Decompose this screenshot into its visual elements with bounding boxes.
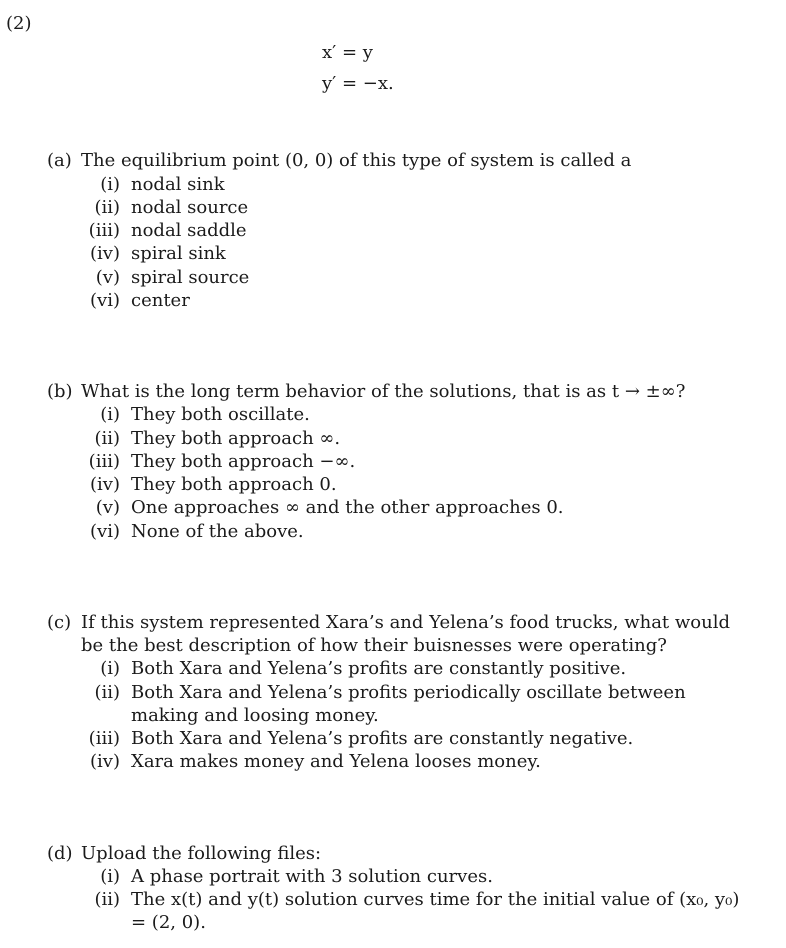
option-number: (vi) bbox=[90, 521, 120, 542]
option-number: (ii) bbox=[94, 428, 120, 449]
option-text: They both approach −∞. bbox=[131, 451, 356, 472]
option-number: (ii) bbox=[94, 889, 120, 910]
option-text: spiral sink bbox=[131, 243, 226, 264]
question-label: (b) bbox=[47, 381, 73, 402]
option-text: nodal source bbox=[131, 197, 249, 218]
option-number: (iv) bbox=[90, 243, 120, 264]
option-number: (i) bbox=[100, 404, 120, 425]
option-text: Both Xara and Yelena’s profits are constantly positive. bbox=[131, 658, 627, 679]
option-text: center bbox=[131, 290, 190, 311]
option-number: (v) bbox=[95, 497, 120, 518]
option-text: None of the above. bbox=[131, 521, 304, 542]
option-text: They both approach 0. bbox=[131, 474, 337, 495]
option-text: They both approach ∞. bbox=[131, 428, 341, 449]
option-text: A phase portrait with 3 solution curves. bbox=[131, 866, 493, 887]
option-number: (i) bbox=[100, 658, 120, 679]
option-number: (iii) bbox=[88, 451, 120, 472]
option-text: nodal sink bbox=[131, 174, 225, 195]
equation-x-prime: x′ = y bbox=[322, 42, 373, 63]
option-number: (iii) bbox=[88, 728, 120, 749]
question-label: (d) bbox=[47, 843, 73, 864]
option-number: (iv) bbox=[90, 751, 120, 772]
option-text: Xara makes money and Yelena looses money. bbox=[131, 751, 541, 772]
option-number: (iv) bbox=[90, 474, 120, 495]
option-number: (ii) bbox=[94, 197, 120, 218]
option-text: They both oscillate. bbox=[131, 404, 310, 425]
option-number: (i) bbox=[100, 866, 120, 887]
question-text: If this system represented Xara’s and Yelena’s food trucks, what would be the best description of how their buisnesses were operating? bbox=[81, 612, 731, 656]
question-text: The equilibrium point (0, 0) of this type of system is called a bbox=[81, 150, 632, 171]
option-number: (ii) bbox=[94, 682, 120, 703]
option-number: (i) bbox=[100, 174, 120, 195]
option-number: (vi) bbox=[90, 290, 120, 311]
question-label: (c) bbox=[47, 612, 72, 633]
option-text: nodal saddle bbox=[131, 220, 247, 241]
question-text: What is the long term behavior of the solutions, that is as t → ±∞? bbox=[81, 381, 686, 402]
problem-number: (2) bbox=[6, 13, 32, 34]
question-label: (a) bbox=[47, 150, 72, 171]
question-text: Upload the following files: bbox=[81, 843, 322, 864]
option-text: spiral source bbox=[131, 267, 250, 288]
equation-y-prime: y′ = −x. bbox=[322, 73, 394, 94]
option-text: Both Xara and Yelena’s profits are constantly negative. bbox=[131, 728, 634, 749]
option-number: (iii) bbox=[88, 220, 120, 241]
option-text: One approaches ∞ and the other approaches 0. bbox=[131, 497, 564, 518]
option-text: The x(t) and y(t) solution curves time for the initial value of (x₀, y₀) = (2, 0). bbox=[131, 889, 740, 933]
option-text: Both Xara and Yelena’s profits periodically oscillate between making and loosing money. bbox=[131, 682, 686, 726]
option-number: (v) bbox=[95, 267, 120, 288]
